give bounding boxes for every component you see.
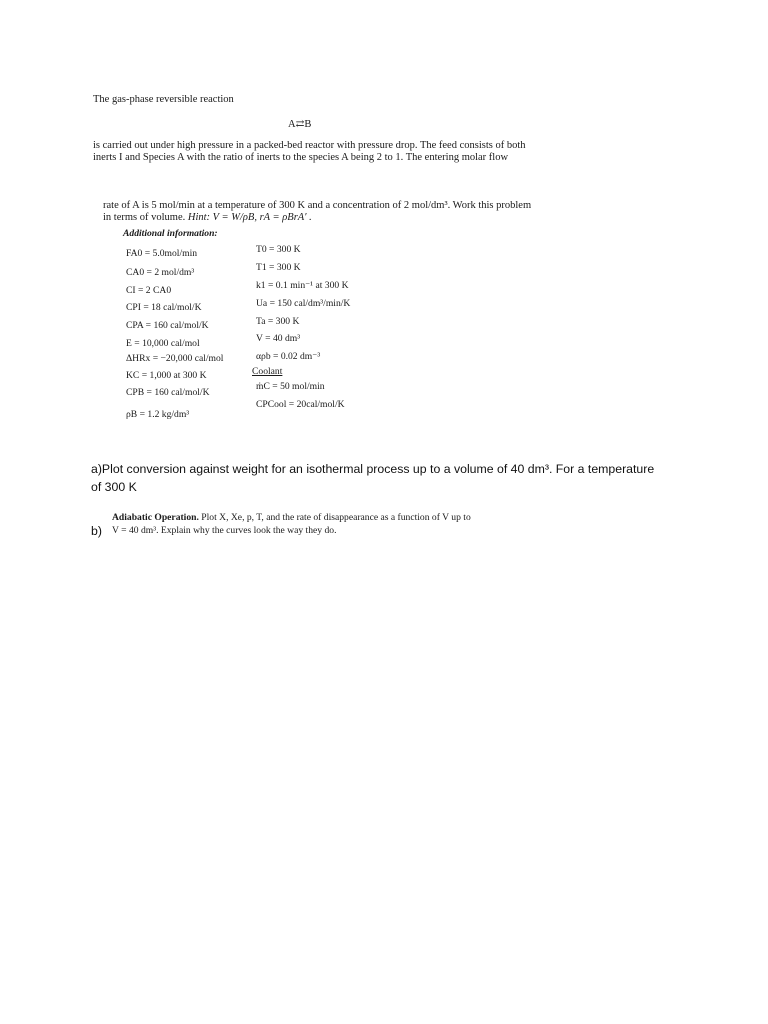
additional-info-heading: Additional information: bbox=[123, 228, 218, 239]
param-mc: ṁC = 50 mol/min bbox=[256, 381, 325, 392]
part-a-line-2: of 300 K bbox=[91, 480, 137, 494]
param-dhrx: ΔHRx = −20,000 cal/mol bbox=[126, 353, 224, 364]
param-kc: KC = 1,000 at 300 K bbox=[126, 370, 207, 381]
part-b-label: b) bbox=[91, 524, 102, 538]
param-fa0: FA0 = 5.0mol/min bbox=[126, 248, 198, 259]
paragraph-1-line-2: inerts I and Species A with the ratio of inerts to the species A being 2 to 1. The entering molar flow bbox=[93, 152, 509, 163]
param-cpb: CPB = 160 cal/mol/K bbox=[126, 387, 210, 398]
param-cpi: CPI = 18 cal/mol/K bbox=[126, 302, 202, 313]
param-rhob: ρB = 1.2 kg/dm³ bbox=[126, 409, 190, 420]
reaction-equation: A⇄B bbox=[288, 119, 312, 130]
hint-label: Hint: bbox=[187, 212, 211, 223]
paragraph-1-line-1: is carried out under high pressure in a packed-bed reactor with pressure drop. The feed consists of both bbox=[93, 140, 526, 151]
param-alpha-rho: αρb = 0.02 dm⁻³ bbox=[256, 351, 321, 362]
part-b-line-2: V = 40 dm³. Explain why the curves look the way they do. bbox=[112, 525, 337, 536]
coolant-heading: Coolant bbox=[252, 366, 283, 377]
param-e: E = 10,000 cal/mol bbox=[126, 338, 200, 349]
adiabatic-title: Adiabatic Operation. bbox=[112, 512, 199, 523]
param-ua: Ua = 150 cal/dm³/min/K bbox=[256, 298, 351, 309]
param-t1: T1 = 300 K bbox=[256, 262, 301, 273]
param-t0: T0 = 300 K bbox=[256, 244, 301, 255]
param-ta: Ta = 300 K bbox=[256, 316, 300, 327]
volume-terms-text: in terms of volume. bbox=[103, 212, 186, 223]
part-b-line-1-text: Plot X, Xe, p, T, and the rate of disappearance as a function of V up to bbox=[201, 512, 471, 523]
problem-intro: The gas-phase reversible reaction bbox=[93, 94, 234, 105]
paragraph-2-line-2 bbox=[103, 212, 312, 224]
part-b-line-1 bbox=[112, 512, 471, 524]
param-cpa: CPA = 160 cal/mol/K bbox=[126, 320, 209, 331]
param-k1: k1 = 0.1 min⁻¹ at 300 K bbox=[256, 280, 349, 291]
param-ci: CI = 2 CA0 bbox=[126, 285, 172, 296]
param-ca0: CA0 = 2 mol/dm³ bbox=[126, 267, 195, 278]
part-a-line-1: a)Plot conversion against weight for an isothermal process up to a volume of 40 dm³. For a temperature bbox=[91, 462, 655, 476]
paragraph-2-line-1: rate of A is 5 mol/min at a temperature of 300 K and a concentration of 2 mol/dm³. Work this problem bbox=[103, 200, 532, 211]
param-v: V = 40 dm³ bbox=[256, 333, 301, 344]
param-cp-cool: CPCool = 20cal/mol/K bbox=[256, 399, 345, 410]
hint-equation: V = W/ρB, rA = ρBrA′ . bbox=[212, 212, 312, 223]
